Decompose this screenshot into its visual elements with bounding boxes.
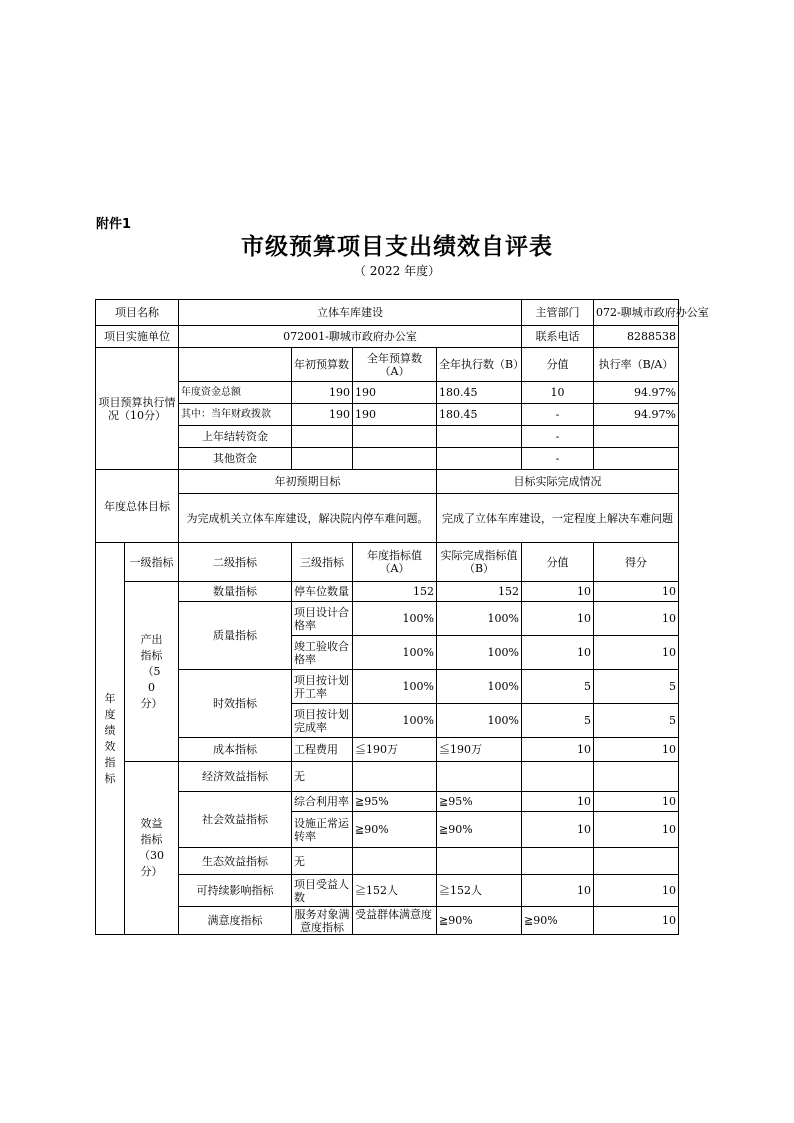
- target-cell: ≧152人: [353, 875, 437, 907]
- score-cell: [522, 848, 594, 875]
- budget-rate-header: 执行率（B/A）: [594, 348, 679, 382]
- project-name-row: [96, 300, 679, 326]
- actual-cell: ≦190万: [437, 738, 522, 762]
- budget-score-value: -: [522, 426, 594, 448]
- evaluation-table: [95, 299, 709, 935]
- actual-cell: ≧95%: [437, 792, 522, 812]
- budget-row-label: 上年结转资金: [179, 426, 292, 448]
- satisfaction-indicator-label: 满意度指标: [179, 907, 292, 935]
- budget-header-row: [96, 348, 679, 382]
- l2-cell: 质量指标: [179, 602, 292, 670]
- project-unit-row: [96, 326, 679, 348]
- budget-rate-value: 94.97%: [594, 404, 679, 426]
- score-cell: 10: [522, 602, 594, 636]
- budget-initial-value: [292, 448, 353, 470]
- actual-cell: 152: [437, 582, 522, 602]
- form-title: 市级预算项目支出绩效自评表: [241, 233, 553, 260]
- budget-score-value: -: [522, 404, 594, 426]
- actual-cell: 100%: [437, 602, 522, 636]
- l3-cell: 项目按计划开工率: [292, 670, 353, 704]
- unit-value: 072001-聊城市政府办公室: [179, 326, 522, 348]
- l2-cell: 社会效益指标: [179, 792, 292, 848]
- actual-cell: [437, 848, 522, 875]
- target-header: 年度指标值（A）: [353, 543, 437, 582]
- budget-executed-value: [437, 448, 522, 470]
- indicator-row-economic: [96, 762, 679, 792]
- budget-initial-value: [292, 426, 353, 448]
- got-cell: 10: [594, 602, 679, 636]
- goals-section-label: 年度总体目标: [96, 470, 179, 543]
- dept-label: 主管部门: [522, 300, 594, 326]
- goals-planned-text: 为完成机关立体车库建设，解决院内停车难问题。: [179, 494, 437, 543]
- budget-row: [96, 404, 679, 426]
- l3-cell: 受益群体满意度: [353, 907, 437, 935]
- score-cell: 10: [522, 875, 594, 907]
- budget-score-value: 10: [522, 382, 594, 404]
- budget-score-header: 分值: [522, 348, 594, 382]
- got-cell: 5: [594, 704, 679, 738]
- got-cell: 10: [594, 582, 679, 602]
- budget-executed-header: 全年执行数（B）: [437, 348, 522, 382]
- goals-header-row: [96, 470, 679, 494]
- got-cell: 10: [594, 636, 679, 670]
- project-name-value: 立体车库建设: [179, 300, 522, 326]
- budget-full-year-header: 全年预算数（A）: [353, 348, 437, 382]
- budget-row: [96, 448, 679, 470]
- l2-cell: 服务对象满意度指标: [292, 907, 353, 935]
- got-cell: [594, 762, 679, 792]
- got-cell: [594, 848, 679, 875]
- target-cell: ≦190万: [353, 738, 437, 762]
- l1-header: 一级指标: [125, 543, 179, 582]
- l3-cell: 无: [292, 762, 353, 792]
- budget-row-label: 其他资金: [179, 448, 292, 470]
- year-label: （ 2022 年度）: [353, 264, 441, 278]
- actual-cell: 100%: [437, 670, 522, 704]
- budget-rate-value: [594, 448, 679, 470]
- indicator-row-timeliness: [96, 670, 679, 704]
- goals-actual-header: 目标实际完成情况: [437, 470, 679, 494]
- budget-initial-value: 190: [292, 404, 353, 426]
- l2-cell: 可持续影响指标: [179, 875, 292, 907]
- score-cell: 10: [594, 907, 679, 935]
- got-cell: 10: [594, 792, 679, 812]
- evaluation-table-viewport: [95, 299, 709, 944]
- phone-value: 8288538: [594, 326, 679, 348]
- budget-full-year-value: [353, 426, 437, 448]
- l3-cell: 停车位数量: [292, 582, 353, 602]
- target-cell: 100%: [353, 602, 437, 636]
- attachment-label: 附件1: [96, 217, 132, 232]
- score-cell: 10: [522, 738, 594, 762]
- score-cell: 10: [522, 582, 594, 602]
- target-cell: ≧90%: [437, 907, 522, 935]
- budget-section-label: 项目预算执行情况（10分）: [96, 348, 179, 470]
- budget-executed-value: [437, 426, 522, 448]
- score-header: 分值: [522, 543, 594, 582]
- score-cell: 10: [522, 636, 594, 670]
- goals-planned-header: 年初预期目标: [179, 470, 437, 494]
- budget-full-year-value: 190: [353, 382, 437, 404]
- target-cell: 100%: [353, 670, 437, 704]
- output-indicator-label: 产出指标（50分）: [125, 582, 179, 762]
- l3-cell: 设施正常运转率: [292, 812, 353, 848]
- l3-cell: 综合利用率: [292, 792, 353, 812]
- budget-row-label: 年度资金总额: [179, 382, 292, 404]
- indicators-section-label: 年度绩效指标: [96, 543, 125, 935]
- actual-cell: 100%: [437, 636, 522, 670]
- actual-cell: ≧90%: [522, 907, 594, 935]
- dept-value: 072-聊城市政府办公室: [594, 300, 679, 326]
- score-cell: [522, 762, 594, 792]
- actual-header: 实际完成指标值（B）: [437, 543, 522, 582]
- score-cell: 10: [522, 812, 594, 848]
- got-cell: 10: [594, 738, 679, 762]
- l3-cell: 工程费用: [292, 738, 353, 762]
- phone-label: 联系电话: [522, 326, 594, 348]
- indicators-header-row: [96, 543, 679, 582]
- actual-cell: [437, 762, 522, 792]
- target-cell: 100%: [353, 704, 437, 738]
- target-cell: 152: [353, 582, 437, 602]
- indicator-row-quantity: [96, 582, 679, 602]
- score-cell: 10: [522, 792, 594, 812]
- benefit-indicator-label: 效益指标（30分）: [125, 762, 179, 935]
- l3-cell: 项目按计划完成率: [292, 704, 353, 738]
- l2-cell: 经济效益指标: [179, 762, 292, 792]
- indicator-row-satisfaction: [96, 907, 679, 935]
- budget-row: [96, 382, 679, 404]
- score-cell: 5: [522, 670, 594, 704]
- budget-executed-value: 180.45: [437, 382, 522, 404]
- l2-cell: 时效指标: [179, 670, 292, 738]
- l3-cell: 无: [292, 848, 353, 875]
- actual-cell: ≧90%: [437, 812, 522, 848]
- l2-header: 二级指标: [179, 543, 292, 582]
- budget-row: [96, 426, 679, 448]
- budget-row-label: 其中：当年财政拨款: [179, 404, 292, 426]
- l3-header: 三级指标: [292, 543, 353, 582]
- indicator-row-social: [96, 792, 679, 812]
- unit-label: 项目实施单位: [96, 326, 179, 348]
- budget-rate-value: [594, 426, 679, 448]
- got-cell: 5: [594, 670, 679, 704]
- target-cell: ≧95%: [353, 792, 437, 812]
- budget-score-value: -: [522, 448, 594, 470]
- got-cell: 10: [594, 812, 679, 848]
- actual-cell: ≧152人: [437, 875, 522, 907]
- budget-initial-value: 190: [292, 382, 353, 404]
- indicator-row-ecological: [96, 848, 679, 875]
- target-cell: [353, 762, 437, 792]
- score-cell: 5: [522, 704, 594, 738]
- l2-cell: 生态效益指标: [179, 848, 292, 875]
- budget-full-year-value: 190: [353, 404, 437, 426]
- l3-cell: 竣工验收合格率: [292, 636, 353, 670]
- budget-initial-header: 年初预算数: [292, 348, 353, 382]
- l3-cell: 项目受益人数: [292, 875, 353, 907]
- goals-content-row: [96, 494, 679, 543]
- target-cell: [353, 848, 437, 875]
- indicator-row-sustainable: [96, 875, 679, 907]
- actual-cell: 100%: [437, 704, 522, 738]
- project-name-label: 项目名称: [96, 300, 179, 326]
- target-cell: ≧90%: [353, 812, 437, 848]
- budget-executed-value: 180.45: [437, 404, 522, 426]
- indicator-row-cost: [96, 738, 679, 762]
- got-header: 得分: [594, 543, 679, 582]
- budget-rate-value: 94.97%: [594, 382, 679, 404]
- goals-actual-text: 完成了立体车库建设，一定程度上解决车难问题: [437, 494, 679, 543]
- target-cell: 100%: [353, 636, 437, 670]
- indicator-row-quality: [96, 602, 679, 636]
- l2-cell: 数量指标: [179, 582, 292, 602]
- budget-blank-header: [179, 348, 292, 382]
- budget-full-year-value: [353, 448, 437, 470]
- l3-cell: 项目设计合格率: [292, 602, 353, 636]
- got-cell: 10: [594, 875, 679, 907]
- l2-cell: 成本指标: [179, 738, 292, 762]
